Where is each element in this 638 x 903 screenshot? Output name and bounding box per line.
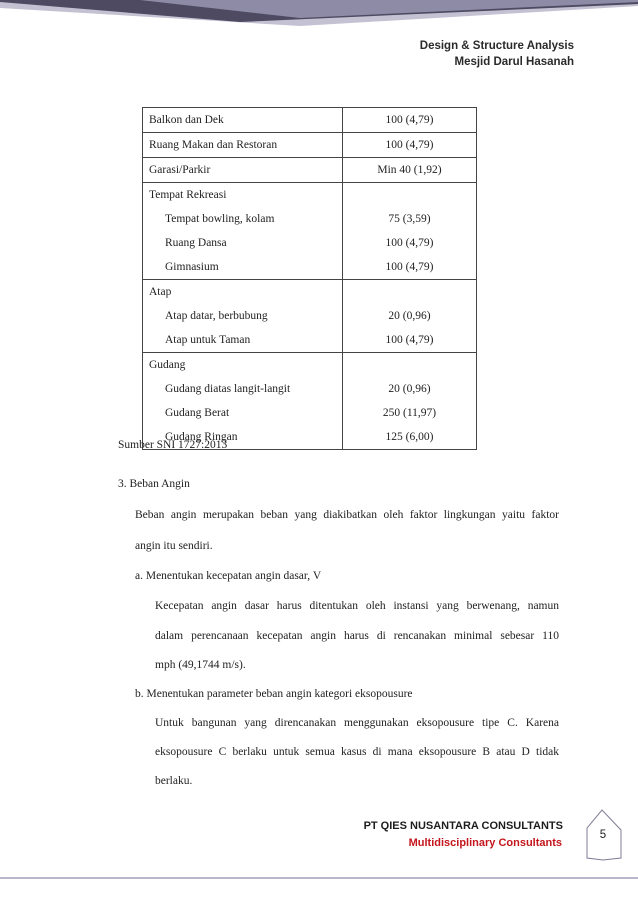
load-subtype-label: Gudang Berat <box>165 407 230 419</box>
load-type-cell <box>143 280 343 353</box>
load-value-cell <box>343 280 477 353</box>
load-subtype-label: Gudang diatas langit-langit <box>165 383 291 395</box>
table-row <box>143 353 477 450</box>
load-type-cell <box>143 183 343 280</box>
paragraph-line: Kecepatan angin dasar harus ditentukan oleh instansi yang berwenang, namun <box>155 600 559 612</box>
load-subtype-value: 100 (4,79) <box>385 261 434 273</box>
load-type-label: Atap <box>149 286 172 298</box>
subsection-heading-b: b. Menentukan parameter beban angin kategori eksopousure <box>135 688 413 700</box>
paragraph-line: dalam perencanaan kecepatan angin harus di rencanakan minimal sebesar 110 <box>155 630 559 642</box>
paragraph-line: Untuk bangunan yang direncanakan menggunakan eksopousure tipe C. Karena <box>155 717 559 729</box>
load-subtype-label: Gimnasium <box>165 261 219 273</box>
load-subtype-label: Atap untuk Taman <box>165 334 251 346</box>
load-subtype-value: 20 (0,96) <box>388 310 431 322</box>
load-value-cell <box>343 158 477 183</box>
footer-tagline: Multidisciplinary Consultants <box>408 837 562 849</box>
load-type-label: Gudang <box>149 359 186 371</box>
header-banner <box>0 0 638 32</box>
subsection-heading-a: a. Menentukan kecepatan angin dasar, V <box>135 570 322 582</box>
table-row <box>143 280 477 353</box>
table-row <box>143 183 477 280</box>
load-type-label: Balkon dan Dek <box>149 114 224 126</box>
load-value-cell <box>343 353 477 450</box>
load-value <box>343 183 476 207</box>
table-row <box>143 108 477 133</box>
live-load-table <box>142 107 477 450</box>
load-type-label: Tempat Rekreasi <box>149 189 227 201</box>
load-value: 100 (4,79) <box>385 139 434 151</box>
section-heading: 3. Beban Angin <box>118 478 190 490</box>
paragraph-line: angin itu sendiri. <box>135 540 213 552</box>
paragraph-line: berlaku. <box>155 775 193 787</box>
paragraph-line: eksopousure C berlaku untuk semua kasus di mana eksopousure B atau D tidak <box>155 746 559 758</box>
document-title: Design & Structure Analysis <box>419 40 574 52</box>
load-value: 100 (4,79) <box>385 114 434 126</box>
load-subtype-value: 75 (3,59) <box>388 213 431 225</box>
load-type-cell <box>143 353 343 450</box>
load-subtype-label: Ruang Dansa <box>165 237 227 249</box>
load-type-label: Ruang Makan dan Restoran <box>149 139 278 151</box>
table-source: Sumber SNI 1727:2013 <box>118 439 228 451</box>
load-type-cell <box>143 133 343 158</box>
footer-rule <box>0 875 638 881</box>
load-value <box>343 280 476 304</box>
load-subtype-value: 20 (0,96) <box>388 383 431 395</box>
load-value <box>343 353 476 377</box>
load-value-cell <box>343 108 477 133</box>
load-value: Min 40 (1,92) <box>377 164 442 176</box>
load-value-cell <box>343 183 477 280</box>
load-subtype-label: Tempat bowling, kolam <box>165 213 275 225</box>
load-type-cell <box>143 158 343 183</box>
load-value-cell <box>343 133 477 158</box>
load-subtype-value: 100 (4,79) <box>385 237 434 249</box>
table-row <box>143 133 477 158</box>
load-subtype-value: 100 (4,79) <box>385 334 434 346</box>
paragraph-line: Beban angin merupakan beban yang diakibatkan oleh faktor lingkungan yaitu faktor <box>135 509 559 521</box>
document-subtitle: Mesjid Darul Hasanah <box>454 56 574 68</box>
page-number: 5 <box>599 829 607 841</box>
load-subtype-value: 250 (11,97) <box>382 407 437 419</box>
load-type-cell <box>143 108 343 133</box>
load-type-label: Garasi/Parkir <box>149 164 211 176</box>
load-subtype-value: 125 (6,00) <box>385 431 434 443</box>
load-subtype-label: Atap datar, berbubung <box>165 310 268 322</box>
paragraph-line: mph (49,1744 m/s). <box>155 659 246 671</box>
table-row <box>143 158 477 183</box>
footer-company: PT QIES NUSANTARA CONSULTANTS <box>363 820 563 832</box>
load-subtype-label: Gudang Ringan <box>165 431 238 443</box>
